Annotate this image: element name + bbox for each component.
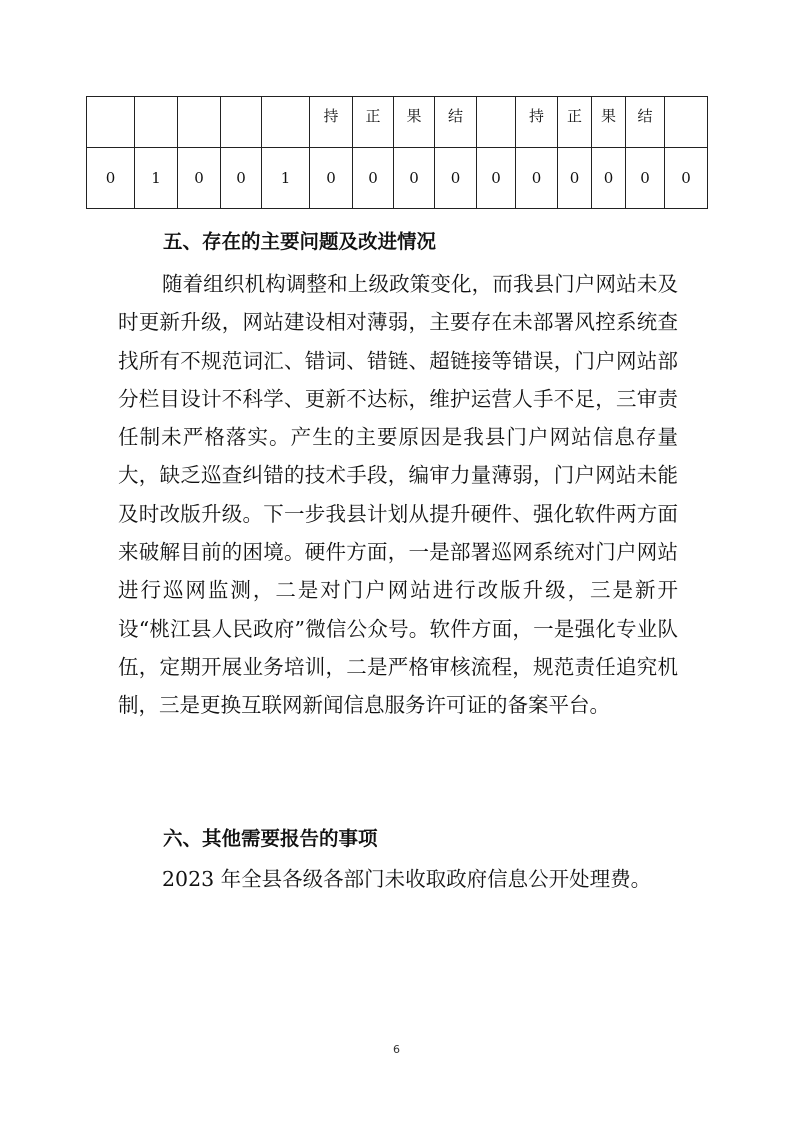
table-header-cell: 果 <box>394 97 435 148</box>
table-value-cell: 0 <box>558 148 592 209</box>
table-value-cell: 0 <box>310 148 353 209</box>
table-header-cell <box>665 97 708 148</box>
section-six-paragraph: 2023 年全县各级各部门未收取政府信息公开处理费。 <box>162 867 652 891</box>
section-five-paragraph: 随着组织机构调整和上级政策变化，而我县门户网站未及时更新升级，网站建设相对薄弱，主要存在未部署风控系统查找所有不规范词汇、错词、错链、超链接等错误，门户网站部分栏目设计不科学、更新不达标，维护运营人手不足，三审责任制未严格落实。产生的主要原因是我县门户网站信息存量大，缺乏巡查纠错的技术手段，编审力量薄弱，门户网站未能及时改版升级。下一步我县计划从提升硬件、强化软件两方面来破解目前的困境。硬件方面，一是部署巡网系统对门户网站进行巡网监测，二是对门户网站进行改版升级，三是新开设“桃江县人民政府”微信公众号。软件方面，一是强化专业队伍，定期开展业务培训，二是严格审核流程，规范责任追究机制，三是更换互联网新闻信息服务许可证的备案平台。 <box>118 272 678 718</box>
table-value-cell: 0 <box>592 148 626 209</box>
section-five-heading: 五、存在的主要问题及改进情况 <box>163 230 437 253</box>
table-header-cell: 正 <box>353 97 394 148</box>
table-value-cell: 0 <box>394 148 435 209</box>
table-value-cell: 0 <box>353 148 394 209</box>
table-header-cell <box>221 97 262 148</box>
table-header-cell: 持 <box>310 97 353 148</box>
table-header-cell: 正 <box>558 97 592 148</box>
table-value-cell: 0 <box>626 148 665 209</box>
table-value-row <box>87 148 708 209</box>
table-header-cell: 结 <box>626 97 665 148</box>
table-value-cell: 0 <box>665 148 708 209</box>
table-header-row <box>87 97 708 148</box>
table-header-cell <box>178 97 221 148</box>
page-number: 6 <box>393 1043 400 1056</box>
table-header-cell <box>477 97 516 148</box>
table-value-cell: 0 <box>221 148 262 209</box>
table-header-cell <box>135 97 178 148</box>
table-value-cell: 0 <box>477 148 516 209</box>
table-value-cell: 1 <box>135 148 178 209</box>
statistics-table <box>86 96 708 209</box>
section-six-heading: 六、其他需要报告的事项 <box>163 827 378 850</box>
table-value-cell: 0 <box>435 148 477 209</box>
table-header-cell <box>262 97 310 148</box>
table-value-cell: 0 <box>178 148 221 209</box>
table-header-cell: 持 <box>516 97 558 148</box>
table-header-cell: 果 <box>592 97 626 148</box>
table-value-cell: 0 <box>516 148 558 209</box>
table-value-cell: 0 <box>87 148 135 209</box>
table-header-cell: 结 <box>435 97 477 148</box>
table-value-cell: 1 <box>262 148 310 209</box>
table-header-cell <box>87 97 135 148</box>
